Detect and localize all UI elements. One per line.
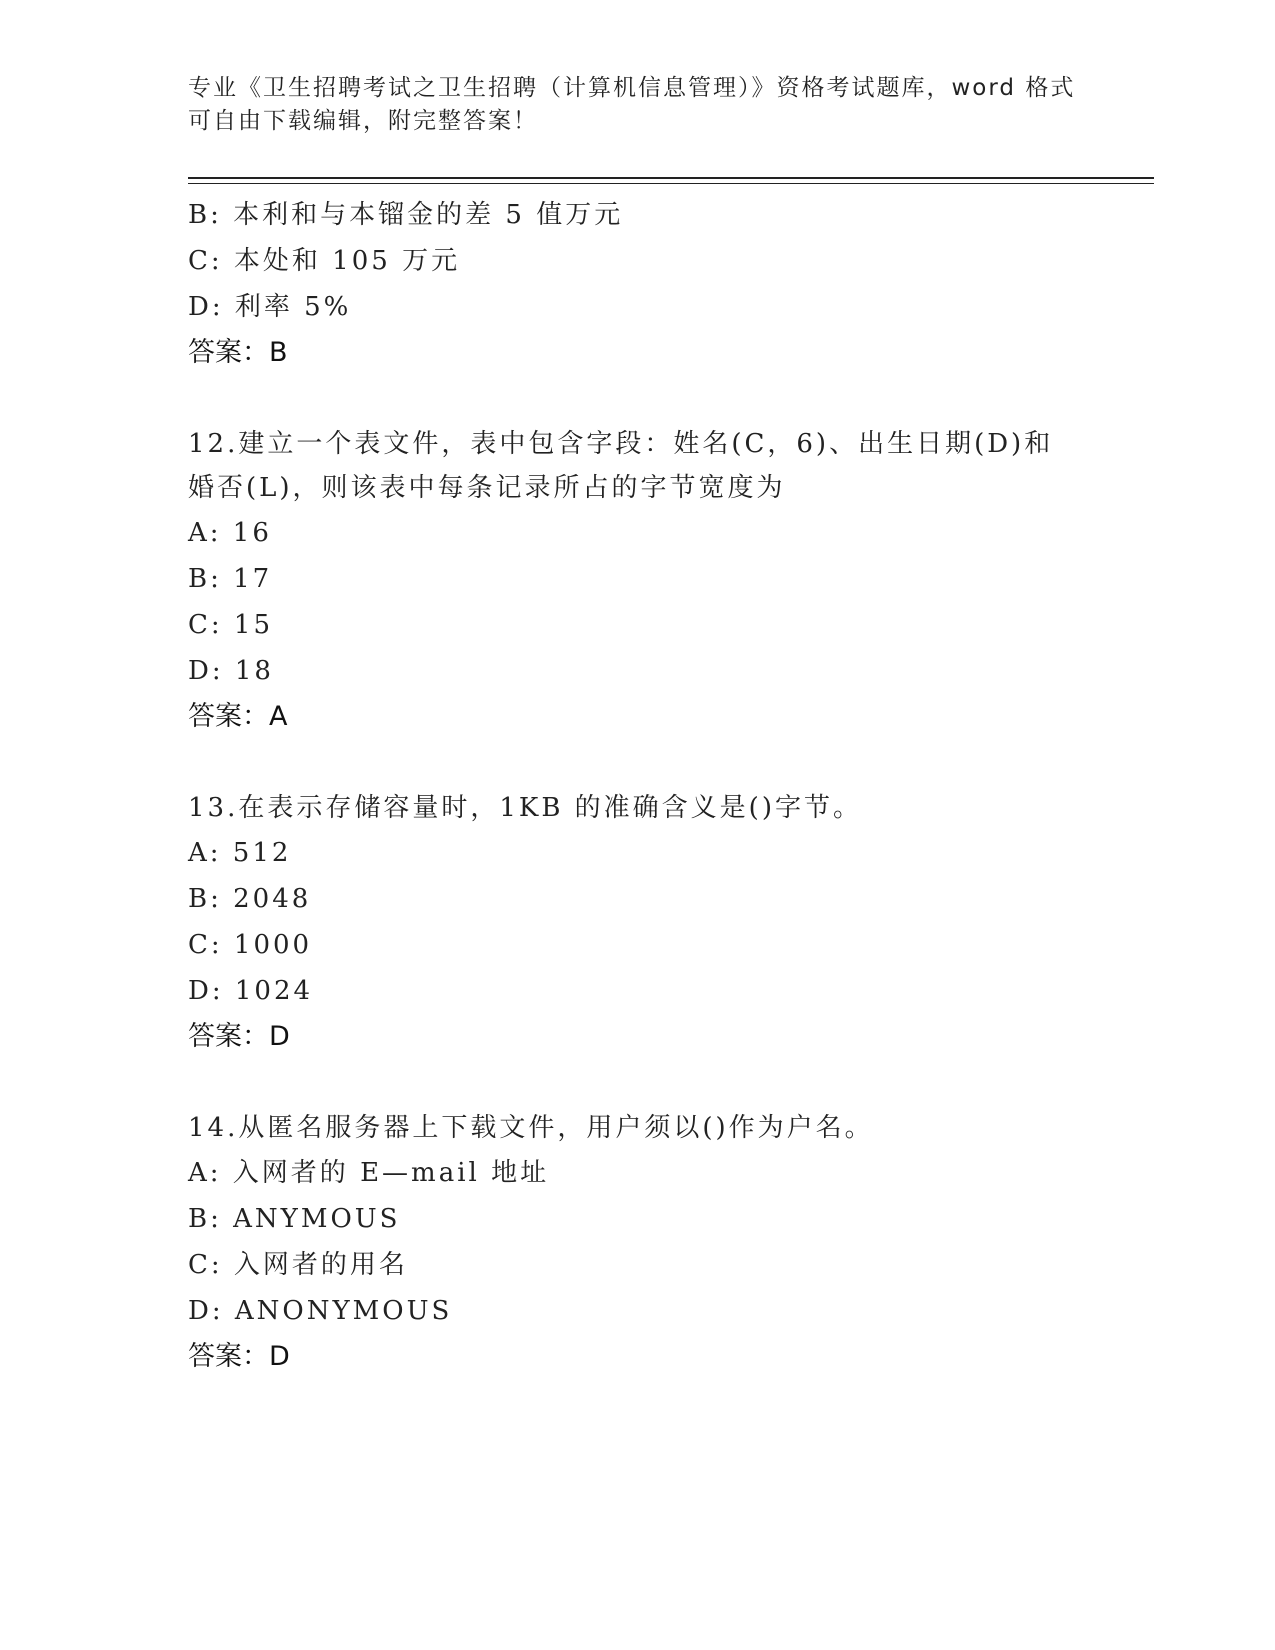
answer-line: 答案：D (188, 1341, 290, 1372)
question-14 (188, 1106, 1088, 1380)
option-c: C: 本处和 105 万元 (188, 246, 461, 276)
option-d: D: 1024 (188, 976, 314, 1006)
header-divider-thin (188, 183, 1154, 184)
option-a: A: 16 (188, 518, 272, 548)
header-line-1: 专业《卫生招聘考试之卫生招聘（计算机信息管理）》资格考试题库，word 格式 (188, 75, 1076, 101)
answer-line: 答案：B (188, 337, 288, 368)
option-d: D: 利率 5% (188, 292, 352, 322)
answer-line: 答案：D (188, 1021, 290, 1052)
question-content (188, 192, 1088, 1380)
header-divider-thick (188, 177, 1154, 179)
option-c: C: 入网者的用名 (188, 1250, 408, 1280)
question-text: 12.建立一个表文件，表中包含字段：姓名(C，6)、出生日期(D)和婚否(L)，则该表中每条记录所占的字节宽度为 (188, 429, 1054, 503)
question-text: 14.从匿名服务器上下载文件，用户须以()作为户名。 (188, 1113, 874, 1143)
document-header (188, 72, 1088, 138)
option-b: B: 2048 (188, 884, 312, 914)
option-a: A: 512 (188, 838, 292, 868)
option-c: C: 15 (188, 610, 274, 640)
option-a: A: 入网者的 E—mail 地址 (188, 1158, 550, 1188)
question-text: 13.在表示存储容量时，1KB 的准确含义是()字节。 (188, 793, 862, 823)
partial-question (188, 192, 1088, 376)
option-b: B: 本利和与本镏金的差 5 值万元 (188, 200, 624, 230)
question-13 (188, 786, 1088, 1060)
option-d: D: ANONYMOUS (188, 1296, 453, 1326)
answer-line: 答案：A (188, 701, 288, 732)
question-12 (188, 422, 1088, 740)
option-b: B: ANYMOUS (188, 1204, 401, 1234)
option-c: C: 1000 (188, 930, 313, 960)
option-b: B: 17 (188, 564, 273, 594)
option-d: D: 18 (188, 656, 274, 686)
header-line-2: 可自由下载编辑，附完整答案！ (188, 108, 538, 134)
